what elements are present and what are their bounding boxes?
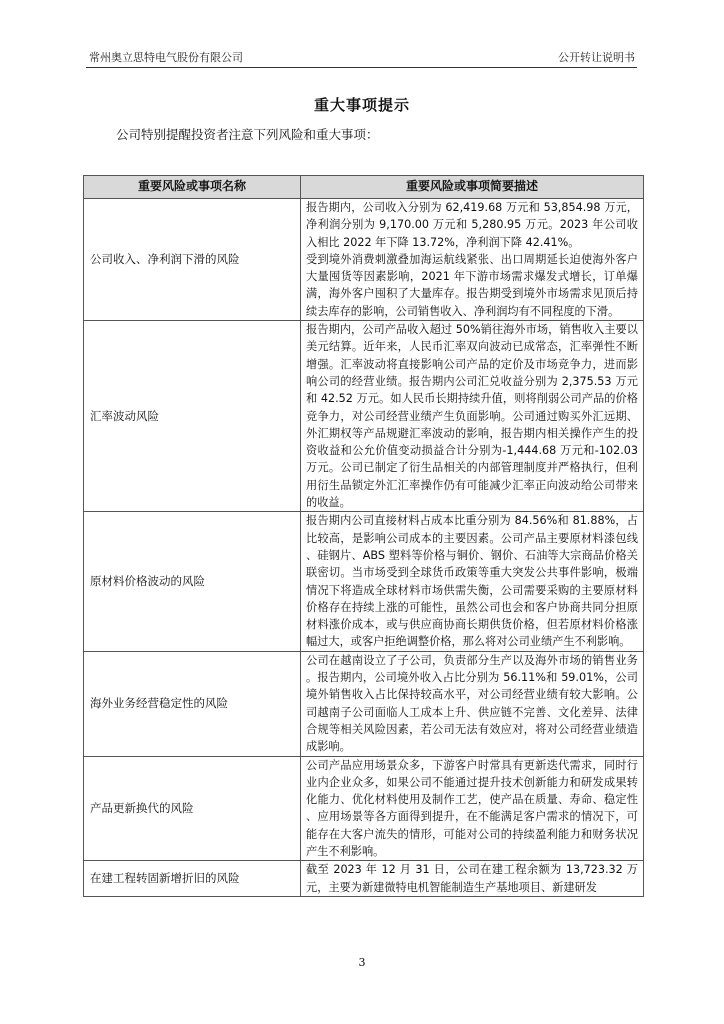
risk-table <box>83 175 644 897</box>
risk-desc-paragraph: 公司在越南设立了子公司，负责部分生产以及海外市场的销售业务。报告期内，公司境外收入占比分别为 56.11%和 59.01%，公司境外销售收入占比保持较高水平，对公司经营业绩有较大影响。公司越南子公司面临人工成本上升、供应链不完善、文化差异、法律合规等相关风险因素，若公司无法有效应对，将对公司经营业绩造成影响。 <box>306 653 638 754</box>
col-header-desc: 重要风险或事项简要描述 <box>301 176 644 199</box>
risk-name: 汇率波动风险 <box>84 321 301 512</box>
table-row <box>84 512 644 651</box>
col-header-name: 重要风险或事项名称 <box>84 176 301 199</box>
risk-desc-paragraph: 公司产品应用场景众多，下游客户时常具有更新迭代需求，同时行业内企业众多，如果公司不能通过提升技术创新能力和研发成果转化能力、优化材料使用及制作工艺，使产品在质量、寿命、稳定性、应用场景等各方面得到提升，在不能满足客户需求的情况下，可能存在大客户流失的情形，可能对公司的持续盈利能力和财务状况产生不利影响。 <box>306 758 638 858</box>
risk-name: 公司收入、净利润下滑的风险 <box>84 199 301 321</box>
header-divider <box>86 67 637 68</box>
intro-text: 公司特别提醒投资者注意下列风险和重大事项： <box>116 127 379 142</box>
header-doc-type: 公开转让说明书 <box>558 51 635 64</box>
risk-desc-paragraph: 受到境外消费刺激叠加海运航线紧张、出口周期延长迫使海外客户大量囤货等因素影响，2021 年下游市场需求爆发式增长，订单爆满，海外客户囤积了大量库存。报告期受到境外市场需求见顶后持续去库存的影响，公司销售收入、净利润均有不同程度的下滑。 <box>306 252 638 318</box>
risk-desc-paragraph: 报告期内公司直接材料占成本比重分别为 84.56%和 81.88%，占比较高，是影响公司成本的主要因素。公司产品主要原材料漆包线、硅钢片、ABS 塑料等价格与铜价、钢价、石油等大宗商品价格关联密切。当市场受到全球货币政策等重大突发公共事件影响，极端情况下将造成全球材料市场供需失衡，公司需要采购的主要原材料价格存在持续上涨的可能性，虽然公司也会和客户协商共同分担原材料涨价成本，或与供应商协商长期供货价格，但若原材料价格涨幅过大，或客户拒绝调整价格，那么将对公司业绩产生不利影响。 <box>306 514 638 649</box>
table-row <box>84 756 644 861</box>
page-number: 3 <box>358 956 366 969</box>
table-header-row <box>84 176 644 199</box>
table-row <box>84 861 644 897</box>
table-row <box>84 651 644 756</box>
risk-name: 在建工程转固新增折旧的风险 <box>84 861 301 897</box>
risk-name: 海外业务经营稳定性的风险 <box>84 651 301 756</box>
risk-desc <box>301 756 644 861</box>
header-company: 常州奥立思特电气股份有限公司 <box>89 51 243 64</box>
risk-desc <box>301 861 644 897</box>
risk-name: 产品更新换代的风险 <box>84 756 301 861</box>
risk-desc-paragraph: 报告期内，公司收入分别为 62,419.68 万元和 53,854.98 万元，净利润分别为 9,170.00 万元和 5,280.95 万元。2023 年公司收入相比 2022 年下降 13.72%，净利润下降 42.41%。 <box>306 201 638 249</box>
risk-desc <box>301 199 644 321</box>
risk-name: 原材料价格波动的风险 <box>84 512 301 651</box>
risk-desc <box>301 512 644 651</box>
risk-desc-paragraph: 截至 2023 年 12 月 31 日，公司在建工程余额为 13,723.32 万元，主要为新建微特电机智能制造生产基地项目、新建研发 <box>306 863 638 894</box>
table-row <box>84 199 644 321</box>
table-row <box>84 321 644 512</box>
page-title: 重大事项提示 <box>313 96 410 114</box>
risk-desc-paragraph: 报告期内，公司产品收入超过 50%销往海外市场，销售收入主要以美元结算。近年来，人民币汇率双向波动已成常态，汇率弹性不断增强。汇率波动将直接影响公司产品的定价及市场竞争力，进而影响公司的经营业绩。报告期内公司汇兑收益分别为 2,375.53 万元和 42.52 万元。如人民币长期持续升值，则将削弱公司产品的价格竞争力，对公司经营业绩产生负面影响。公司通过购买外汇远期、外汇期权等产品规避汇率波动的影响，报告期内相关操作产生的投资收益和公允价值变动损益合计分别为-1,444.68 万元和-102.03 万元。公司已制定了衍生品相关的内部管理制度并严格执行，但利用衍生品锁定外汇汇率操作仍有可能减少汇率正向波动给公司带来的收益。 <box>306 323 638 510</box>
risk-desc <box>301 321 644 512</box>
risk-desc <box>301 651 644 756</box>
